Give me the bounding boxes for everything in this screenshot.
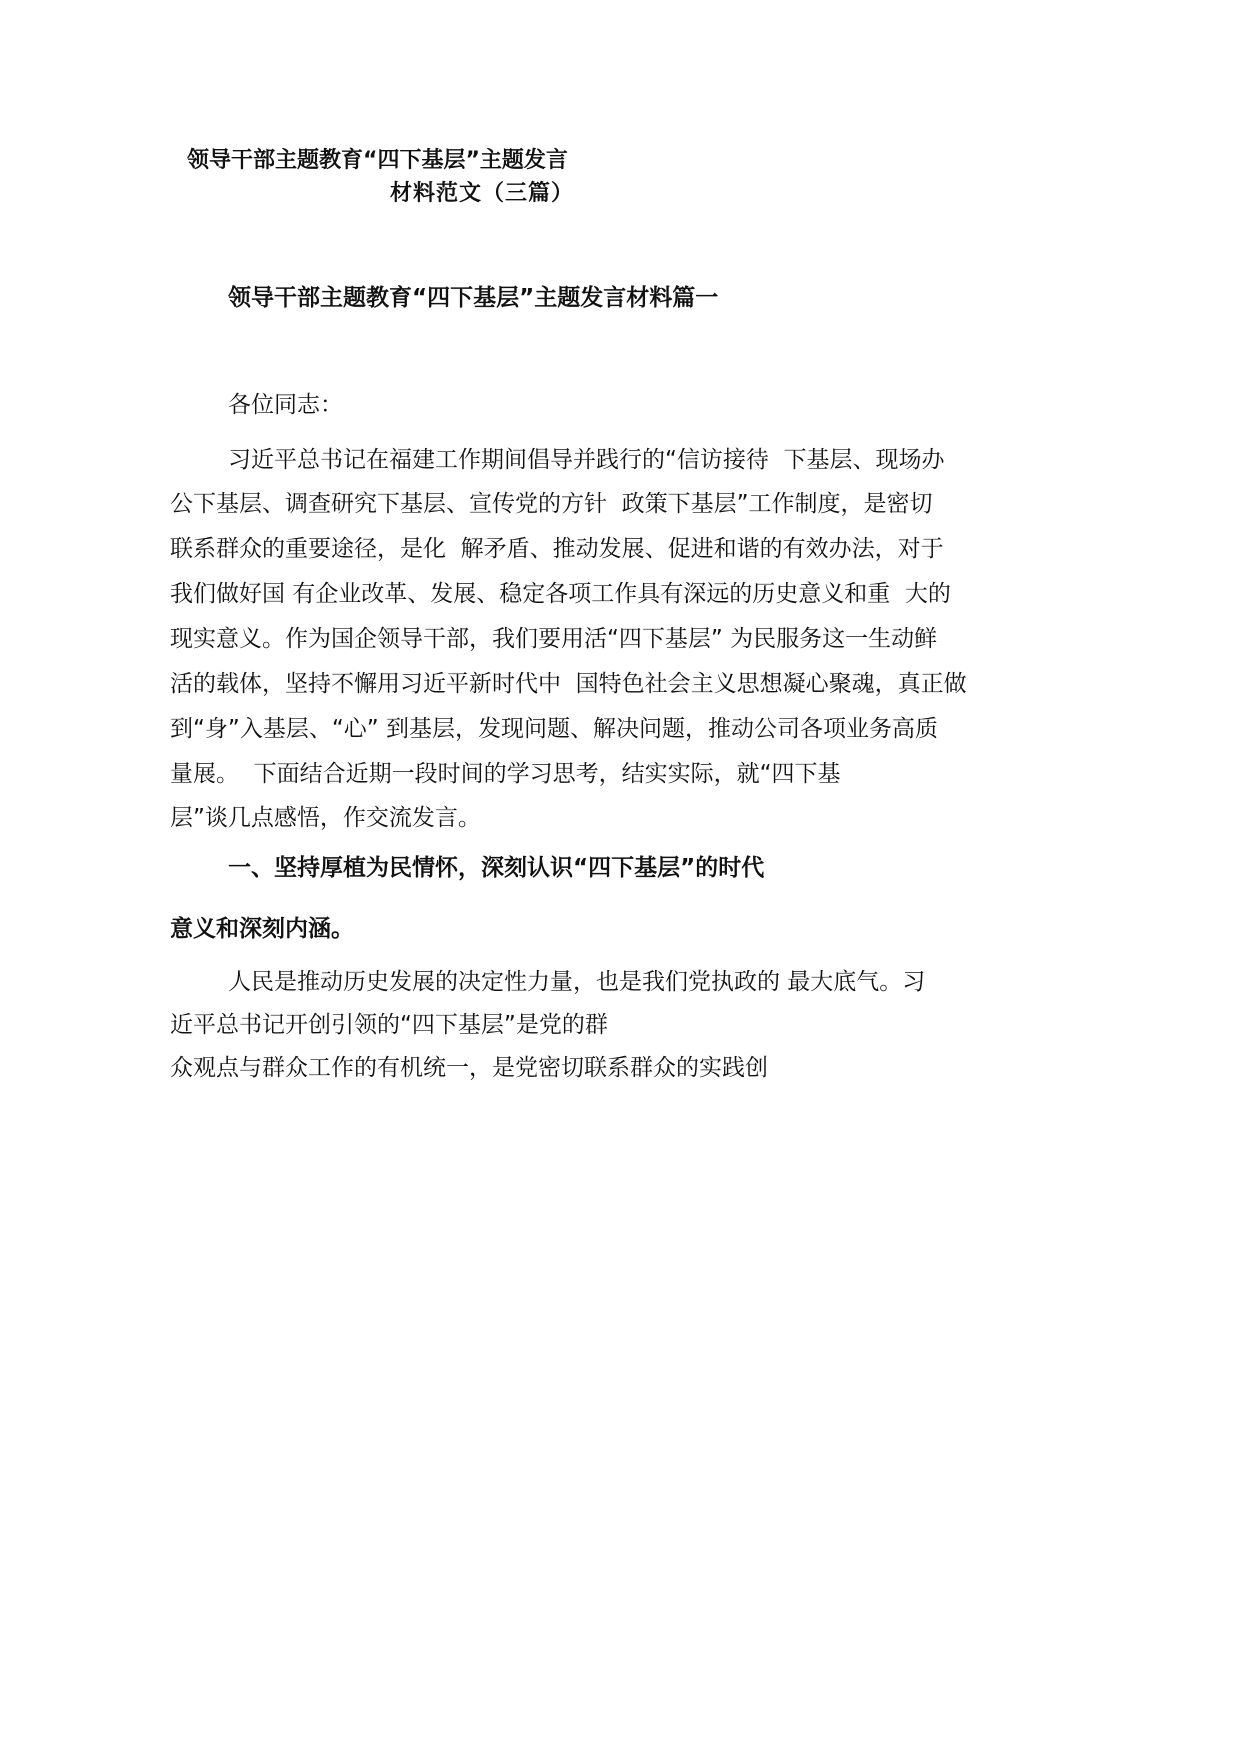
paragraph-line: 人民是推动历史发展的决定性力量，也是我们党执政的 最大底气。习 — [228, 969, 926, 995]
paragraph-line: 现实意义。作为国企领导干部，我们要用活“四下基层” 为民服务这一生动鲜 — [170, 626, 938, 652]
paragraph-line: 习近平总书记在福建工作期间倡导并践行的“信访接待 下基层、现场办 — [228, 447, 945, 473]
section-title: 领导干部主题教育“四下基层”主题发言材料篇一 — [228, 285, 719, 311]
paragraph-line: 到“身”入基层、“心” 到基层，发现问题、解决问题，推动公司各项业务高质 — [170, 716, 938, 742]
paragraph-line: 众观点与群众工作的有机统一，是党密切联系群众的实践创 — [170, 1055, 768, 1081]
document-title-line-2: 材料范文（三篇） — [390, 181, 575, 206]
paragraph-line: 近平总书记开创引领的“四下基层”是党的群 — [170, 1012, 608, 1038]
paragraph-line: 我们做好国 有企业改革、发展、稳定各项工作具有深远的历史意义和重 大的 — [170, 581, 951, 607]
paragraph-line: 公下基层、调查研究下基层、宣传党的方针 政策下基层”工作制度，是密切 — [170, 491, 933, 517]
heading-line: 一、坚持厚植为民情怀，深刻认识“四下基层”的时代 — [228, 855, 765, 881]
paragraph-line: 联系群众的重要途径，是化 解矛盾、推动发展、促进和谐的有效办法，对于 — [170, 536, 944, 562]
paragraph-line: 量展。 下面结合近期一段时间的学习思考，结实实际，就“四下基 — [170, 761, 841, 787]
paragraph-line: 层”谈几点感悟，作交流发言。 — [170, 805, 481, 831]
salutation: 各位同志： — [228, 392, 343, 418]
paragraph-line: 活的载体，坚持不懈用习近平新时代中 国特色社会主义思想凝心聚魂，真正做 — [170, 671, 967, 697]
document-title-line-1: 领导干部主题教育“四下基层”主题发言 — [187, 148, 568, 173]
heading-line: 意义和深刻内涵。 — [170, 916, 354, 942]
